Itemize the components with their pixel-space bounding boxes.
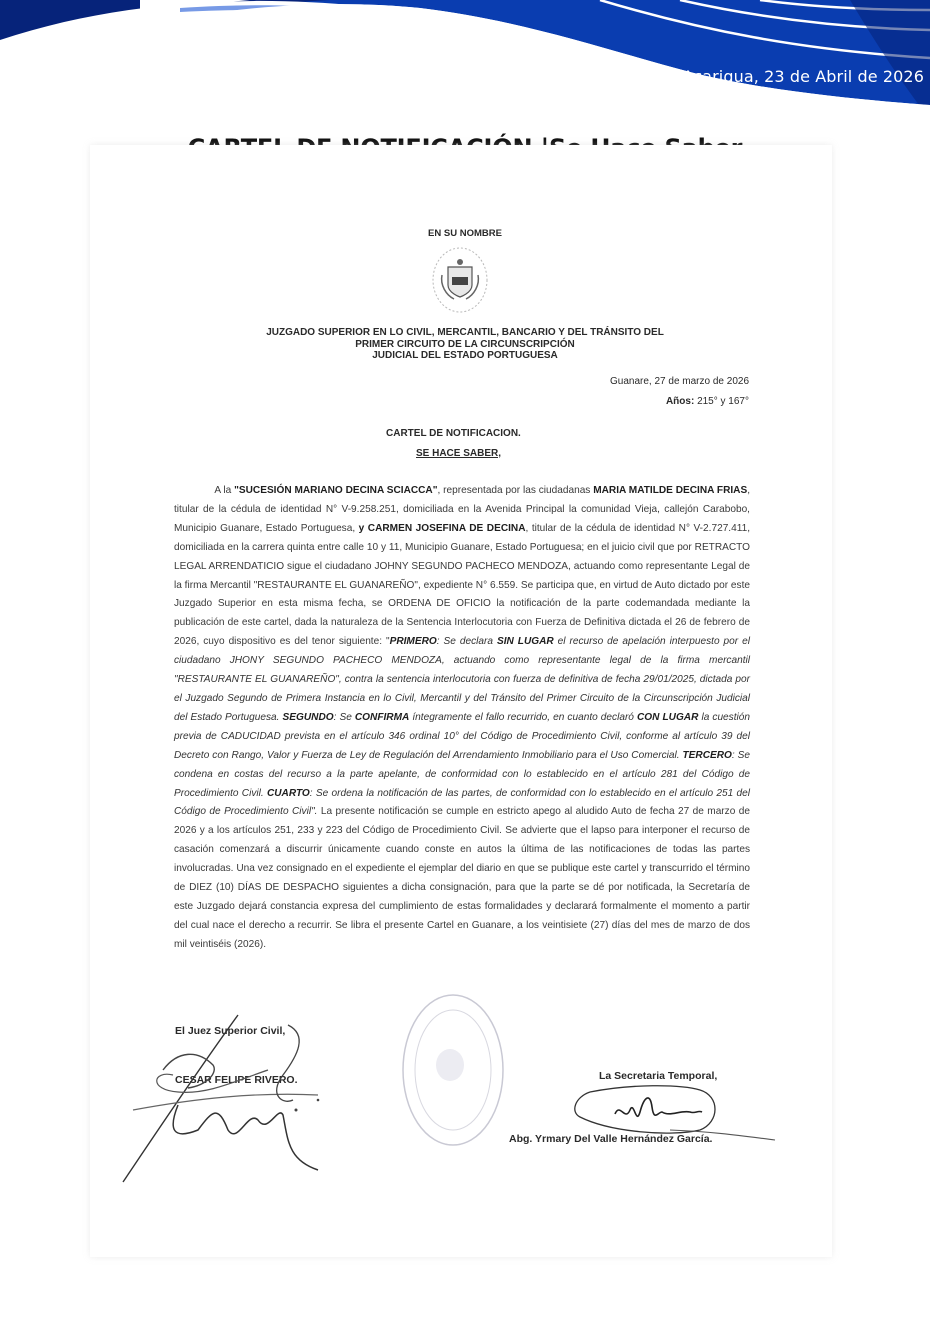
judge-signature-icon (118, 1010, 338, 1190)
court-line-1: JUZGADO SUPERIOR EN LO CIVIL, MERCANTIL, BANCARIO Y DEL TRÁNSITO DEL (266, 327, 664, 338)
hace-saber-heading: SE HACE SABER, (416, 448, 502, 459)
body-text: : Se ordena la notificación de las partes, de conformidad con lo establecido en el artículo 251 del Código de Procedimiento Civil". (174, 787, 751, 818)
body-sucesion: "SUCESIÓN MARIANO DECINA SCIACCA" (234, 485, 438, 496)
body-con-lugar: CON LUGAR (637, 711, 699, 723)
body-text: : Se condena en costas del recurso a la parte apelante, de conformidad con lo establecido en el artículo 281 del Código de Procedimiento Civil. (174, 749, 750, 799)
body-text: : Se (333, 711, 355, 723)
body-text: íntegramente el fallo recurrido, en cuanto declaró (409, 711, 637, 723)
body-maria: MARIA MATILDE DECINA FRIAS (593, 485, 748, 496)
header-wave-banner (0, 0, 930, 120)
body-text: La presente notificación se cumple en estricto apego al aludido Auto de fecha 27 de marzo de 2026 y a los artículos 251, 233 y 223 del Código de Procedimiento Civil. Se advierte que el lapso para interponer el recurso de casación comenzará a discurrir únicamente cuando conste en autos la última de las notificaciones de todas las partes involucradas. Una vez consignado en el expediente el ejemplar del diario en que se publique este cartel y transcurrido el término de DIEZ (10) DÍAS DE DESPACHO siguientes a dicha consignación, para que la parte se dé por notificada, la Secretaría de este Juzgado dejará constancia expresa del cumplimiento de estas formalidades y declarará formalmente el momento a partir del cual nace el derecho a recurrir. Se libra el presente Cartel en Guanare, a los veintisiete (27) días del mes de marzo de dos mil veintiséis (2026). (174, 806, 750, 950)
body-text: : Se declara (436, 636, 497, 648)
body-carmen: y CARMEN JOSEFINA DE DECINA (358, 522, 526, 534)
body-sin-lugar: SIN LUGAR (496, 636, 554, 648)
cartel-title: CARTEL DE NOTIFICACION. (386, 428, 521, 439)
court-name (0, 327, 930, 362)
body-tercero: TERCERO (682, 749, 732, 761)
body-text: la cuestión previa de CADUCIDAD prevista en el artículo 346 ordinal 10° del Código de Procedimiento Civil, conforme al artículo 39 del Decreto con Rango, Valor y Fuerza de Ley de Regulación del Arrendamiento Inmobiliario para el Uso Comercial. (174, 711, 750, 761)
years-line (666, 396, 749, 407)
coat-of-arms-seal-icon (430, 245, 490, 315)
body-text: el recurso de apelación interpuesto por el ciudadano JHONY SEGUNDO PACHECO MENDOZA, actuando como representante legal de la firma mercantil "RESTAURANTE EL GUANAREÑO", contra la sentencia interlocutoria con fuerza de definitiva de fecha 29/01/2025, dictada por el Juzgado Segundo de Primera Instancia en lo Civil, Mercantil y del Tránsito del Primer Circuito de la Circunscripción Judicial del Estado Portuguesa. (174, 636, 750, 723)
court-stamp-icon (398, 990, 508, 1150)
secretary-name: Abg. Yrmary Del Valle Hernández García. (509, 1133, 713, 1145)
judge-label: El Juez Superior Civil, (175, 1025, 286, 1037)
body-text: , representada por las ciudadanas (437, 485, 594, 496)
body-cuarto: CUARTO (266, 787, 310, 799)
body-text: A la (214, 485, 235, 496)
years-label: Años: (665, 396, 695, 407)
court-line-3: JUDICIAL DEL ESTADO PORTUGUESA (372, 350, 558, 361)
secretary-label: La Secretaria Temporal, (599, 1070, 718, 1082)
body-segundo: SEGUNDO (282, 711, 334, 723)
years-value: 215° y 167° (697, 396, 749, 407)
header-date-line: Acarigua, 23 de Abril de 2026 (682, 67, 924, 86)
body-text: , titular de la cédula de identidad N° V-9.258.251, domiciliada en la Avenida Principal la comunidad Vieja, callejón Carabobo, Municipio Guanare, Estado Portuguesa, (174, 485, 751, 534)
body-primero: PRIMERO (389, 636, 437, 648)
court-line-2: PRIMER CIRCUITO DE LA CIRCUNSCRIPCIÓN (355, 338, 575, 350)
judge-name: CESAR FELIPE RIVERO. (175, 1074, 298, 1086)
place-date: Guanare, 27 de marzo de 2026 (610, 376, 749, 387)
body-confirma: CONFIRMA (354, 711, 410, 723)
body-text: , titular de la cédula de identidad N° V-2.727.411, domiciliada en la carrera quinta entre calle 10 y 11, Municipio Guanare, Estado Portuguesa; en el juicio civil que por RETRACTO LEGAL ARRENDATICIO sigue el ciudadano JOHNY SEGUNDO PACHECO MENDOZA, actuando como representante Legal de la firma Mercantil "RESTAURANTE EL GUANAREÑO", expediente N° 6.559. Se participa que, en virtud de Auto dictado por este Juzgado Superior en esta misma fecha, se ORDENA DE OFICIO la notificación de la parte codemandada mediante la publicación de este cartel, dada la naturaleza de la Sentencia Interlocutoria con Fuerza de Definitiva dictada el 26 de febrero de 2026, cuyo dispositivo es del tenor siguiente: " (174, 522, 751, 648)
invocation: EN SU NOMBRE (428, 228, 502, 239)
notification-body (174, 482, 750, 955)
